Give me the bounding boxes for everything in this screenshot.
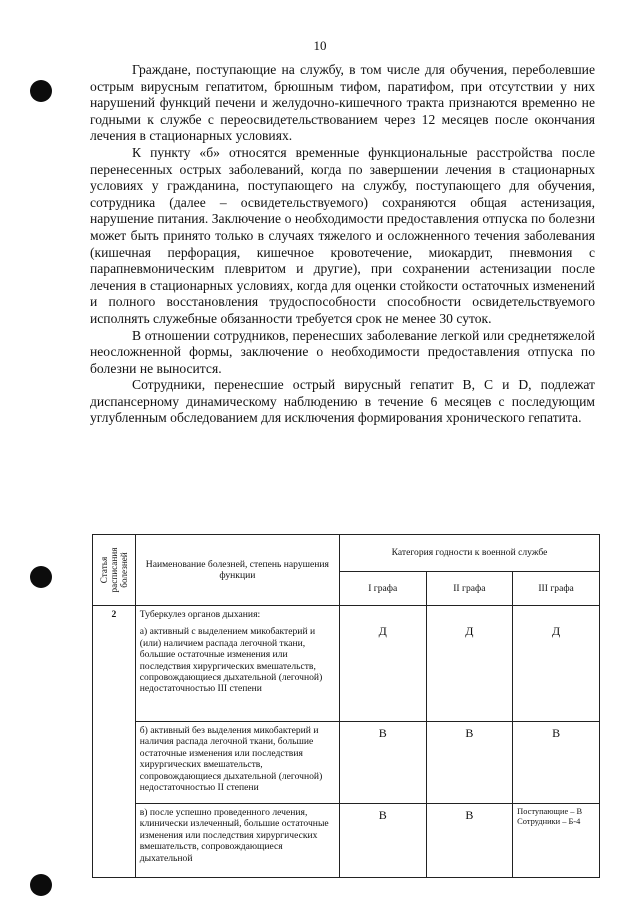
row-c-grade-3-employees: Сотрудники – Б-4 bbox=[517, 817, 581, 826]
article-number: 2 bbox=[93, 606, 136, 878]
header-article bbox=[93, 535, 136, 606]
table-row bbox=[93, 606, 600, 722]
header-grade-2: II графа bbox=[426, 571, 513, 605]
paragraph-1: Граждане, поступающие на службу, в том числе для обучения, переболевшие острым вирусным гепатитом, брюшным тифом, паратифом, при отсутствии у них нарушений функций печени и желудочно-кишечного тракта признаются временно не годными к службе с переосвидетельствованием через 12 месяцев после окончания лечения в стационарных условиях. bbox=[90, 62, 595, 144]
disease-title: Туберкулез органов дыхания: bbox=[139, 609, 261, 620]
row-b-description: б) активный без выделения микобактерий и наличия распада легочной ткани, большие остаточные изменения или последствия хирургических вмешательств, сопровождающиеся дыхательной (легочной) недостаточностью II степени bbox=[135, 722, 339, 804]
header-grade-3: III графа bbox=[513, 571, 600, 605]
row-c-grade-2: В bbox=[426, 804, 513, 878]
binder-hole-top bbox=[30, 80, 52, 102]
paragraph-3: В отношении сотрудников, перенесших заболевание легкой или среднетяжелой неосложненной формы, заключение о необходимости предоставления отпуска по болезни не выносится. bbox=[90, 327, 595, 376]
row-c-grade-3 bbox=[513, 804, 600, 878]
binder-hole-bottom bbox=[30, 874, 52, 896]
page-number: 10 bbox=[313, 38, 327, 53]
row-a-grade-1: Д bbox=[339, 606, 426, 722]
paragraph-2: К пункту «б» относятся временные функциональные расстройства после перенесенных острых заболеваний, когда по завершении лечения в стационарных условиях у гражданина, поступающего на службу, поступающего для обучения, сотрудника (далее – освидетельствуемого) сохраняются общая астенизация, нарушение питания. Заключение о необходимости предоставления отпуска по болезни может быть принято только в случаях тяжелого и осложненного течения заболевания (кишечная перфорация, кишечное кровотечение, миокардит, пневмония с парапневмоническим плевритом и другие), при сохранении астенизации после лечения в стационарных условиях, когда для оценки стойкости остаточных изменений и полного восстановления трудоспособности способности освидетельствуемого исполнять служебные обязанности требуется срок не менее 30 суток. bbox=[90, 144, 595, 326]
header-name: Наименование болезней, степень нарушения функции bbox=[135, 535, 339, 606]
row-a-description: а) активный с выделением микобактерий и (или) наличием распада легочной ткани, большие остаточные изменения или последствия хирургических вмешательств, сопровождающиеся дыхательной (легочной) недостаточностью III степени bbox=[139, 626, 323, 695]
row-a-grade-2: Д bbox=[426, 606, 513, 722]
row-a-text bbox=[135, 606, 339, 722]
table-header-row bbox=[93, 535, 600, 572]
row-c-grade-3-applicants: Поступающие – В bbox=[517, 807, 583, 816]
header-category: Категория годности к военной службе bbox=[339, 535, 599, 572]
paragraph-4: Сотрудники, перенесшие острый вирусный гепатит B, C и D, подлежат диспансерному динамическому наблюдению в течение 6 месяцев с последующим углубленным обследованием для исключения формирования хронического гепатита. bbox=[90, 377, 595, 426]
row-a-grade-3: Д bbox=[513, 606, 600, 722]
header-article-label: Статья расписания болезней bbox=[98, 547, 129, 593]
header-grade-1: I графа bbox=[339, 571, 426, 605]
row-b-grade-2: В bbox=[426, 722, 513, 804]
row-b-grade-1: В bbox=[339, 722, 426, 804]
table-row bbox=[93, 804, 600, 878]
body-text bbox=[90, 62, 595, 427]
table-row bbox=[93, 722, 600, 804]
row-b-grade-3: В bbox=[513, 722, 600, 804]
disease-schedule-table bbox=[92, 534, 600, 878]
row-c-description: в) после успешно проведенного лечения, клинически излеченный, большие остаточные изменения или последствия хирургических вмешательств, сопровождающиеся дыхательной bbox=[135, 804, 339, 878]
row-c-grade-1: В bbox=[339, 804, 426, 878]
binder-hole-middle bbox=[30, 566, 52, 588]
